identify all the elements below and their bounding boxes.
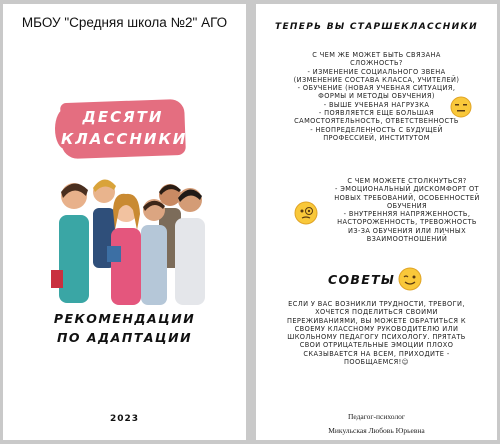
text-line: ПРОФЕССИЕЙ, ИНСТИТУТОМ bbox=[323, 133, 430, 142]
text-line: - ОБУЧЕНИЕ (НОВАЯ УЧЕБНАЯ СИТУАЦИЯ, bbox=[297, 84, 456, 93]
text-line: ОБУЧЕНИЯ bbox=[386, 201, 428, 210]
student-figure bbox=[141, 199, 167, 305]
cover-page bbox=[3, 4, 246, 440]
subtitle-line2: ПО АДАПТАЦИИ bbox=[56, 330, 193, 345]
year: 2023 bbox=[109, 414, 140, 424]
student-figure bbox=[51, 183, 89, 303]
students-illustration bbox=[41, 170, 211, 305]
student-figure bbox=[175, 188, 205, 305]
inside-page bbox=[256, 4, 497, 440]
possible-issues-block bbox=[322, 177, 492, 243]
text-line: ПЕРЕЖИВАНИЯМИ, ВЫ МОЖЕТЕ ОБРАТИТЬСЯ К bbox=[287, 316, 466, 325]
text-line: ФОРМЫ И МЕТОДЫ ОБУЧЕНИЯ) bbox=[318, 92, 435, 101]
text-line: - НЕОПРЕДЕЛЕННОСТЬ С БУДУЩЕЙ bbox=[310, 125, 443, 134]
wink-emoji-icon bbox=[398, 267, 422, 291]
subtitle-line1: РЕКОМЕНДАЦИИ bbox=[53, 311, 196, 326]
text-line: С ЧЕМ МОЖЕТЕ СТОЛКНУТЬСЯ? bbox=[347, 177, 467, 185]
text-line: СВОЕМУ КЛАССНОМУ РУКОВОДИТЕЛЮ ИЛИ bbox=[294, 324, 459, 333]
text-line: НОВЫХ ТРЕБОВАНИЙ, ОСОБЕННОСТЕЙ bbox=[334, 193, 480, 202]
footer-role: Педагог-психолог bbox=[347, 412, 406, 421]
monocle-emoji-icon bbox=[294, 201, 318, 225]
text-line: НАСТОРОЖЕННОСТЬ, ТРЕВОЖНОСТЬ bbox=[337, 218, 477, 227]
text-line: ИЗ-ЗА ОБУЧЕНИЯ ИЛИ ЛИЧНЫХ bbox=[348, 226, 466, 235]
text-line: ЕСЛИ У ВАС ВОЗНИКЛИ ТРУДНОСТИ, ТРЕВОГИ, bbox=[288, 300, 465, 308]
title-line2: КЛАССНИКИ bbox=[61, 130, 188, 148]
school-name: МБОУ "Средняя школа №2" АГО bbox=[21, 15, 228, 30]
text-line: СЛОЖНОСТЬ? bbox=[350, 59, 403, 68]
text-line: (ИЗМЕНЕНИЕ СОСТАВА КЛАССА, УЧИТЕЛЕЙ) bbox=[293, 75, 460, 84]
title-banner bbox=[61, 101, 188, 157]
smirk-emoji-icon bbox=[450, 96, 472, 118]
advice-block bbox=[256, 300, 497, 366]
text-line: ПООБЩАЕМСЯ!☺ bbox=[344, 358, 409, 367]
text-line: ХОЧЕТСЯ ПОДЕЛИТЬСЯ СВОИМИ bbox=[315, 308, 438, 317]
text-line: СВОИ ОТРИЦАТЕЛЬНЫЕ ЭМОЦИИ ПЛОХО bbox=[299, 341, 454, 350]
text-line: - ВЫШЕ УЧЕБНАЯ НАГРУЗКА bbox=[323, 100, 430, 109]
text-line: СКАЗЫВАЕТСЯ НА ВСЕМ, ПРИХОДИТЕ - bbox=[303, 349, 450, 358]
text-line: С ЧЕМ ЖЕ МОЖЕТ БЫТЬ СВЯЗАНА bbox=[312, 51, 441, 59]
title-line1: ДЕСЯТИ bbox=[82, 108, 164, 126]
text-line: - ЭМОЦИОНАЛЬНЫЙ ДИСКОМФОРТ ОТ bbox=[335, 185, 479, 194]
inside-title: ТЕПЕРЬ ВЫ СТАРШЕКЛАССНИКИ bbox=[275, 22, 478, 32]
text-line: - ПОЯВЛЯЕТСЯ ЕЩЕ БОЛЬШАЯ bbox=[318, 109, 435, 118]
advice-heading: СОВЕТЫ bbox=[328, 272, 396, 287]
text-line: ШКОЛЬНОМУ ПЕДАГОГУ ПСИХОЛОГУ. ПРЯТАТЬ bbox=[287, 333, 466, 342]
text-line: САМОСТОЯТЕЛЬНОСТЬ, ОТВЕТСТВЕННОСТЬ bbox=[294, 117, 459, 126]
text-line: - ИЗМЕНЕНИЕ СОЦИАЛЬНОГО ЗВЕНА bbox=[307, 67, 446, 76]
text-line: ВЗАИМООТНОШЕНИЙ bbox=[366, 235, 448, 244]
text-line: - ВНУТРЕННЯЯ НАПРЯЖЕННОСТЬ, bbox=[343, 210, 471, 219]
footer-name: Микульская Любовь Юрьевна bbox=[328, 426, 425, 435]
